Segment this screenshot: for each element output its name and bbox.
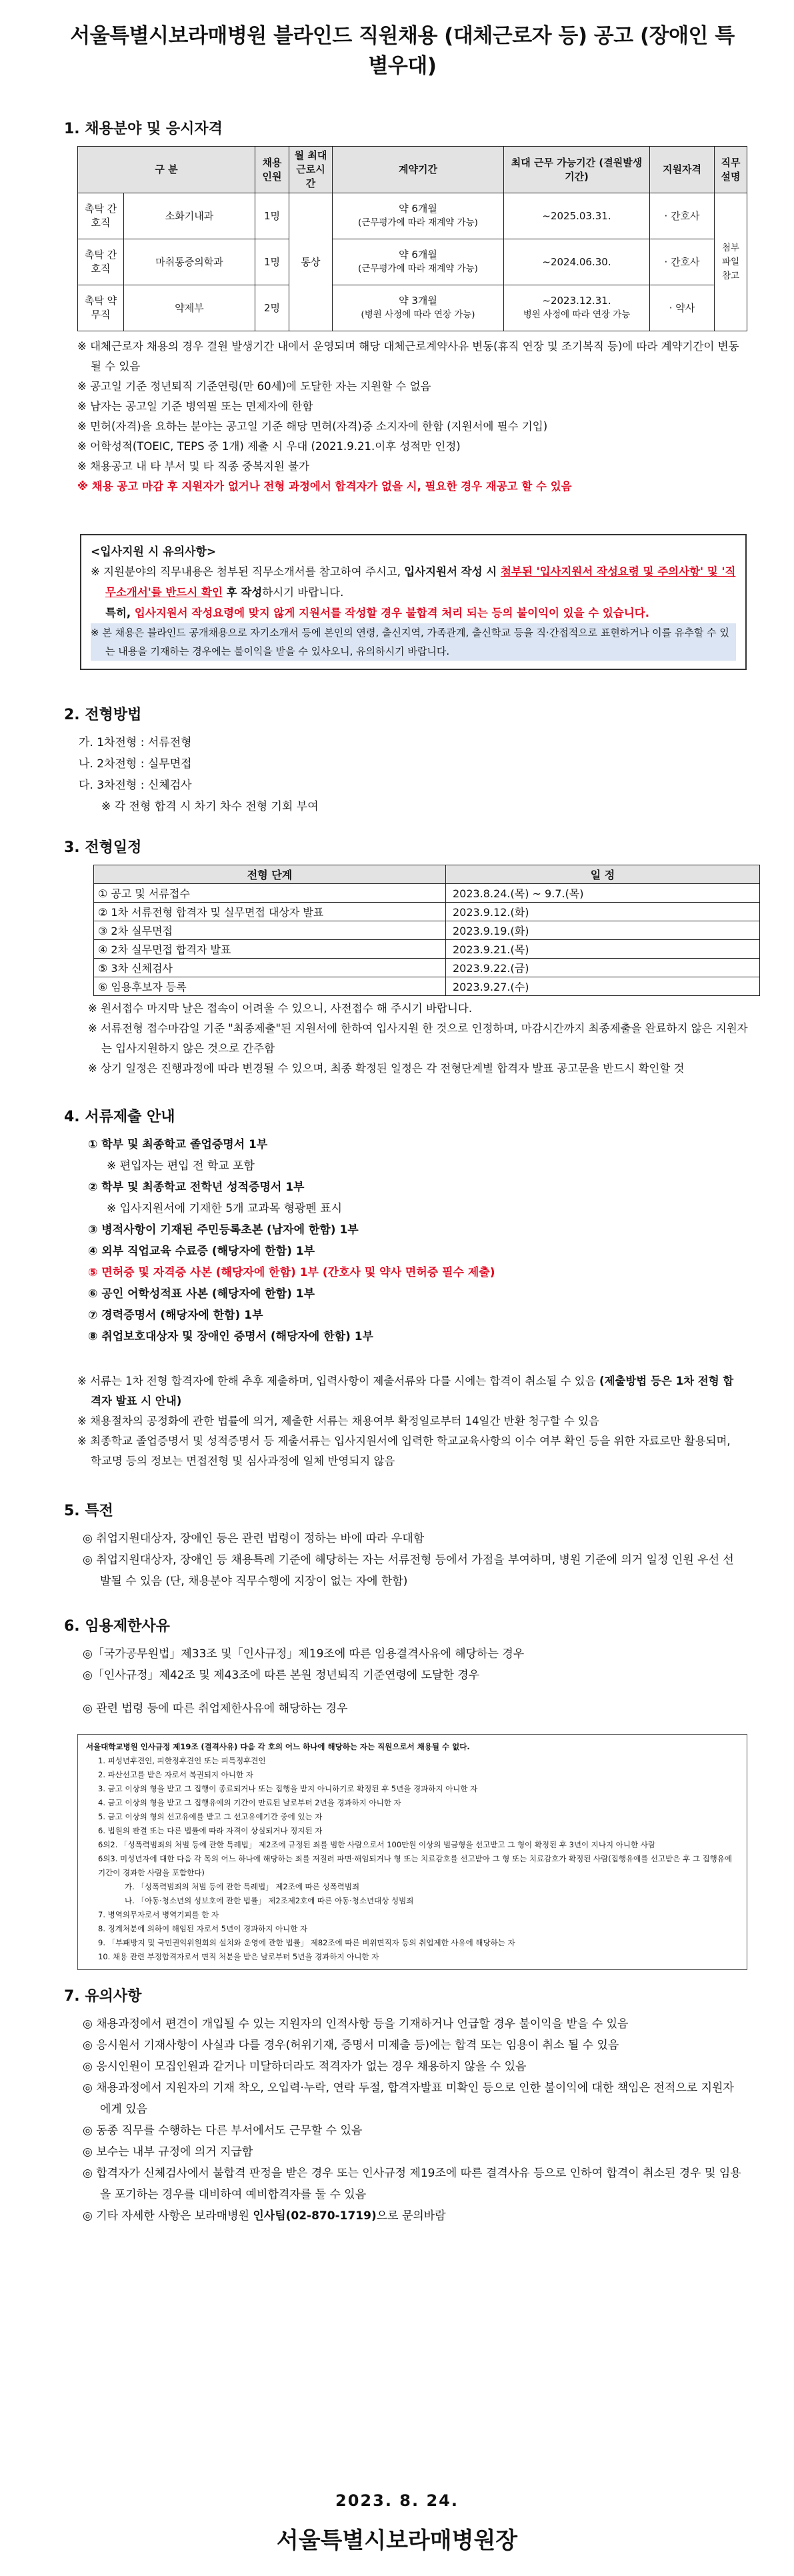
cell-period: 약 6개월 (근무평가에 따라 재계약 가능)	[333, 239, 504, 285]
col-type: 구 분	[78, 147, 255, 193]
cell-date: 2023.8.24.(목) ~ 9.7.(목)	[446, 884, 760, 903]
method-note: ※ 각 전형 합격 시 차기 차수 전형 기회 부여	[101, 800, 319, 813]
method-item: 다. 3차전형 : 신체검사	[79, 779, 192, 792]
method-item: 나. 2차전형 : 실무면접	[79, 757, 192, 771]
legal-line: 10. 채용 관련 부정합격자로서 면직 처분을 받은 날로부터 5년을 경과하지 아니한 자	[98, 1952, 379, 1961]
precaution-item: ◎ 동종 직무를 수행하는 다른 부서에서도 근무할 수 있음	[83, 2124, 363, 2137]
cell-date: 2023.9.27.(수)	[446, 977, 760, 996]
notice-paragraph: ※ 지원분야의 직무내용은 첨부된 직무소개서를 참고하여 주시고, 입사지원서 작성 시 첨부된 '입사지원서 작성요령 및 주의사항' 및 '직무소개서'를 반드시 확인 후 작성하시기 바랍니다.	[91, 565, 736, 599]
precaution-item: ◎ 채용과정에서 지원자의 기재 착오, 오입력·누락, 연락 두절, 합격자발표 미확인 등으로 인한 불이익에 대한 책임은 전적으로 지원자에게 있음	[83, 2081, 734, 2116]
doc-item: ⑥ 공인 어학성적표 사본 (해당자에 한함) 1부	[88, 1287, 315, 1301]
section-selection-method	[64, 703, 741, 817]
notice-paragraph: 특히, 입사지원서 작성요령에 맞지 않게 지원서를 작성할 경우 불합격 처리 되는 등의 불이익이 있을 수 있습니다.	[105, 607, 649, 619]
section-heading: 6. 임용제한사유	[64, 1618, 170, 1635]
note-line: ※ 서류전형 접수마감일 기준 "최종제출"된 지원서에 한하여 입사지원 한 것으로 인정하며, 마감시간까지 최종제출을 완료하지 않은 지원자는 입사지원하지 않은 것으로 간주함	[88, 1022, 748, 1055]
cell-stage: ⑥ 임용후보자 등록	[94, 977, 446, 996]
section-recruitment-fields	[64, 117, 741, 497]
cell-count: 1명	[255, 239, 289, 285]
section-heading: 7. 유의사항	[64, 1988, 142, 2005]
precaution-item: ◎ 응시원서 기재사항이 사실과 다를 경우(허위기재, 증명서 미제출 등)에는 합격 또는 임용이 취소 될 수 있음	[83, 2039, 619, 2052]
cell-date: 2023.9.12.(화)	[446, 903, 760, 921]
precaution-item: ◎ 응시인원이 모집인원과 같거나 미달하더라도 적격자가 없는 경우 채용하지 않을 수 있음	[83, 2060, 527, 2073]
note-line: ※ 공고일 기준 정년퇴직 기준연령(만 60세)에 도달한 자는 지원할 수 없음	[77, 380, 431, 393]
section-heading: 2. 전형방법	[64, 707, 142, 723]
precaution-item: ◎ 채용과정에서 편견이 개입될 수 있는 지원자의 인적사항 등을 기재하거나 언급할 경우 불이익을 받을 수 있음	[83, 2017, 629, 2031]
note-line: ※ 채용절차의 공정화에 관한 법률에 의거, 제출한 서류는 채용여부 확정일로부터 14일간 반환 청구할 수 있음	[77, 1415, 599, 1427]
doc-item: ③ 병적사항이 기재된 주민등록초본 (남자에 한함) 1부	[88, 1223, 359, 1237]
cell-stage: ⑤ 3차 신체검사	[94, 959, 446, 977]
section-heading: 3. 전형일정	[64, 839, 142, 856]
legal-line: 가. 「성폭력범죄의 처벌 등에 관한 특례법」 제2조에 따른 성폭력범죄	[125, 1882, 360, 1891]
cell-count: 2명	[255, 285, 289, 331]
section-heading: 5. 특전	[64, 1503, 113, 1519]
note-line: ※ 원서접수 마지막 날은 접속이 어려울 수 있으니, 사전접수 해 주시기 바랍니다.	[88, 1002, 473, 1015]
table-row	[78, 285, 747, 331]
precaution-item: ◎ 합격자가 신체검사에서 불합격 판정을 받은 경우 또는 인사규정 제19조에 따른 결격사유 등으로 인하여 합격이 취소된 경우 및 임용을 포기하는 경우를 대비하여 예비합격자를 둘 수 있음	[83, 2167, 741, 2201]
notice-heading: <입사지원 시 유의사항>	[91, 545, 217, 559]
page-title: 서울특별시보라매병원 블라인드 직원채용 (대체근로자 등) 공고 (장애인 특별우대)	[70, 24, 735, 78]
restriction-item: ◎「인사규정」제42조 및 제43조에 따른 본원 정년퇴직 기준연령에 도달한 경우	[83, 1669, 480, 1682]
legal-line: 나. 「아동·청소년의 성보호에 관한 법률」 제2조제2호에 따른 아동·청소년대상 성범죄	[125, 1896, 414, 1905]
application-notice-box	[80, 534, 747, 670]
section-restrictions	[64, 1615, 741, 1970]
table-row	[94, 940, 760, 959]
restriction-item: ◎「국가공무원법」제33조 및「인사규정」제19조에 따른 임용결격사유에 해당하는 경우	[83, 1647, 525, 1661]
section-benefits	[64, 1499, 741, 1592]
doc-item: ⑧ 취업보호대상자 및 장애인 증명서 (해당자에 한함) 1부	[88, 1330, 374, 1343]
section-documents	[64, 1105, 741, 1471]
doc-item-note: ※ 입사지원서에 기재한 5개 교과목 형광펜 표시	[107, 1202, 343, 1215]
contact-item: ◎ 기타 자세한 사항은 보라매병원 인사팀(02-870-1719)으로 문의바람	[83, 2209, 446, 2223]
cell-department: 마취통증의학과	[124, 239, 255, 285]
legal-line: 서울대학교병원 인사규정 제19조 (결격사유) 다음 각 호의 어느 하나에 해당하는 자는 직원으로서 채용될 수 없다.	[86, 1742, 470, 1751]
cell-stage: ④ 2차 실무면접 합격자 발표	[94, 940, 446, 959]
doc-item-license: ⑤ 면허증 및 자격증 사본 (해당자에 한함) 1부 (간호사 및 약사 면허증 필수 제출)	[88, 1266, 495, 1279]
benefit-item: ◎ 취업지원대상자, 장애인 등 채용특례 기준에 해당하는 자는 서류전형 등에서 가점을 부여하며, 병원 기준에 의거 일정 인원 우선 선발될 수 있음 (단, 채용분야 직무수행에 지장이 없는 자에 한함)	[83, 1553, 734, 1588]
table-row	[94, 977, 760, 996]
cell-max-period: ~2024.06.30.	[504, 239, 650, 285]
legal-line: 3. 금고 이상의 형을 받고 그 집행이 종료되거나 또는 집행을 받지 아니하기로 확정된 후 5년을 경과하지 아니한 자	[98, 1784, 478, 1793]
cell-date: 2023.9.19.(화)	[446, 921, 760, 940]
schedule-table	[93, 865, 760, 996]
cell-department: 소화기내과	[124, 193, 255, 239]
table-row	[94, 959, 760, 977]
table-row	[94, 903, 760, 921]
announcement-date: 2023. 8. 24.	[335, 2491, 459, 2510]
issuer-name: 서울특별시보라매병원장	[276, 2527, 518, 2554]
legal-line: 2. 파산선고를 받은 자로서 복권되지 아니한 자	[98, 1770, 253, 1779]
col-qualification: 지원자격	[650, 147, 715, 193]
doc-item-note: ※ 편입자는 편입 전 학교 포함	[107, 1159, 255, 1173]
cell-salary: 통상	[289, 193, 333, 331]
legal-line: 9. 「부패방지 및 국민권익위원회의 설치와 운영에 관한 법률」 제82조에 따른 비위면직자 등의 취업제한 사유에 해당하는 자	[98, 1938, 515, 1947]
cell-max-period: ~2025.03.31.	[504, 193, 650, 239]
legal-line: 5. 금고 이상의 형의 선고유예를 받고 그 선고유예기간 중에 있는 자	[98, 1812, 323, 1821]
col-salary: 월 최대 근로시간	[289, 147, 333, 193]
col-stage: 전형 단계	[94, 865, 446, 884]
table-row	[78, 193, 747, 239]
note-line: ※ 최종학교 졸업증명서 및 성적증명서 등 제출서류는 입사지원서에 입력한 학교교육사항의 이수 여부 확인 등을 위한 자료로만 활용되며, 학교명 등의 정보는 면접전형 및 심사과정에 일체 반영되지 않음	[77, 1435, 731, 1467]
legal-line: 7. 병역의무자로서 병역기피를 한 자	[98, 1910, 219, 1919]
cell-department: 약제부	[124, 285, 255, 331]
note-line: ※ 서류는 1차 전형 합격자에 한해 추후 제출하며, 입력사항이 제출서류와 다를 시에는 합격이 취소될 수 있음 (제출방법 등은 1차 전형 합격자 발표 시 안내)	[77, 1375, 734, 1407]
cell-period: 약 6개월 (근무평가에 따라 재계약 가능)	[333, 193, 504, 239]
cell-period: 약 3개월 (병원 사정에 따라 연장 가능)	[333, 285, 504, 331]
table-row	[94, 921, 760, 940]
note-line: ※ 채용공고 내 타 부서 및 타 직종 중복지원 불가	[77, 460, 309, 473]
cell-date: 2023.9.22.(금)	[446, 959, 760, 977]
note-line: ※ 대체근로자 채용의 경우 결원 발생기간 내에서 운영되며 해당 대체근로계약사유 변동(휴직 연장 및 조기복직 등)에 따라 계약기간이 변동될 수 있음	[77, 340, 739, 373]
note-line: ※ 면허(자격)을 요하는 분야는 공고일 기준 해당 면허(자격)증 소지자에 한함 (지원서에 필수 기입)	[77, 420, 548, 433]
section-schedule	[64, 836, 748, 1079]
cell-stage: ③ 2차 실무면접	[94, 921, 446, 940]
cell-stage: ① 공고 및 서류접수	[94, 884, 446, 903]
method-item: 가. 1차전형 : 서류전형	[79, 736, 192, 749]
legal-line: 8. 징계처분에 의하여 해임된 자로서 5년이 경과하지 아니한 자	[98, 1924, 308, 1933]
doc-item: ② 학부 및 최종학교 전학년 성적증명서 1부	[88, 1181, 305, 1194]
legal-line: 6의3. 미성년자에 대한 다음 각 목의 어느 하나에 해당하는 죄를 저질러 파면·해임되거나 형 또는 치료감호를 선고받아 그 형 또는 치료감호가 확정된 사람(집행유예를 선고받은 후 그 집행유예기간이 경과한 사람을 포함한다)	[98, 1854, 732, 1877]
cell-date: 2023.9.21.(목)	[446, 940, 760, 959]
legal-line: 6. 법원의 판결 또는 다른 법률에 따라 자격이 상실되거나 정지된 자	[98, 1826, 323, 1835]
cell-category: 촉탁 간호직	[78, 193, 124, 239]
benefit-item: ◎ 취업지원대상자, 장애인 등은 관련 법령이 정하는 바에 따라 우대함	[83, 1532, 425, 1545]
legal-excerpt-box	[77, 1734, 747, 1970]
cell-stage: ② 1차 서류전형 합격자 및 실무면접 대상자 발표	[94, 903, 446, 921]
legal-line: 6의2. 「성폭력범죄의 처벌 등에 관한 특례법」 제2조에 규정된 죄를 범한 사람으로서 100만원 이상의 벌금형을 선고받고 그 형이 확정된 후 3년이 지나지 아니한 사람	[98, 1840, 655, 1849]
restriction-item: ◎ 관련 법령 등에 따른 취업제한사유에 해당하는 경우	[83, 1702, 348, 1715]
table-row	[78, 239, 747, 285]
doc-item: ④ 외부 직업교육 수료증 (해당자에 한함) 1부	[88, 1245, 315, 1258]
col-job-description: 직무설명	[715, 147, 747, 193]
section-heading: 1. 채용분야 및 응시자격	[64, 121, 223, 137]
recruitment-notes	[77, 337, 747, 497]
note-line: ※ 어학성적(TOEIC, TEPS 중 1개) 제출 시 우대 (2021.9.21.이후 성적만 인정)	[77, 440, 461, 453]
col-max-period: 최대 근무 가능기간 (결원발생기간)	[504, 147, 650, 193]
note-line-red: ※ 채용 공고 마감 후 지원자가 없거나 전형 과정에서 합격자가 없을 시, 필요한 경우 재공고 할 수 있음	[77, 480, 572, 493]
precaution-item: ◎ 보수는 내부 규정에 의거 지급함	[83, 2145, 253, 2159]
cell-count: 1명	[255, 193, 289, 239]
note-line: ※ 남자는 공고일 기준 병역필 또는 면제자에 한함	[77, 400, 313, 413]
table-row	[94, 884, 760, 903]
cell-category: 촉탁 약무직	[78, 285, 124, 331]
cell-category: 촉탁 간호직	[78, 239, 124, 285]
recruitment-table	[77, 146, 747, 331]
section-heading: 4. 서류제출 안내	[64, 1109, 175, 1125]
cell-qualification: · 약사	[650, 285, 715, 331]
cell-attachment: 첨부 파일 참고	[715, 193, 747, 331]
col-count: 채용인원	[255, 147, 289, 193]
doc-item: ⑦ 경력증명서 (해당자에 한함) 1부	[88, 1309, 263, 1322]
col-period: 계약기간	[333, 147, 504, 193]
legal-line: 1. 피성년후견인, 피한정후견인 또는 피특정후견인	[98, 1756, 266, 1765]
col-date: 일 정	[446, 865, 760, 884]
cell-qualification: · 간호사	[650, 239, 715, 285]
cell-max-period: ~2023.12.31. 병원 사정에 따라 연장 가능	[504, 285, 650, 331]
note-line: ※ 상기 일정은 진행과정에 따라 변경될 수 있으며, 최종 확정된 일정은 각 전형단계별 합격자 발표 공고문을 반드시 확인할 것	[88, 1062, 685, 1075]
legal-line: 4. 금고 이상의 형을 받고 그 집행유예의 기간이 만료된 날로부터 2년을 경과하지 아니한 자	[98, 1798, 401, 1807]
section-precautions	[64, 1985, 741, 2227]
notice-blind-paragraph: ※ 본 채용은 블라인드 공개채용으로 자기소개서 등에 본인의 연령, 출신지역, 가족관계, 출신학교 등을 직·간접적으로 표현하거나 이를 유추할 수 있는 내용을 기재하는 경우에는 불이익을 받을 수 있사오니, 유의하시기 바랍니다.	[91, 623, 736, 661]
cell-qualification: · 간호사	[650, 193, 715, 239]
doc-item: ① 학부 및 최종학교 졸업증명서 1부	[88, 1138, 268, 1151]
